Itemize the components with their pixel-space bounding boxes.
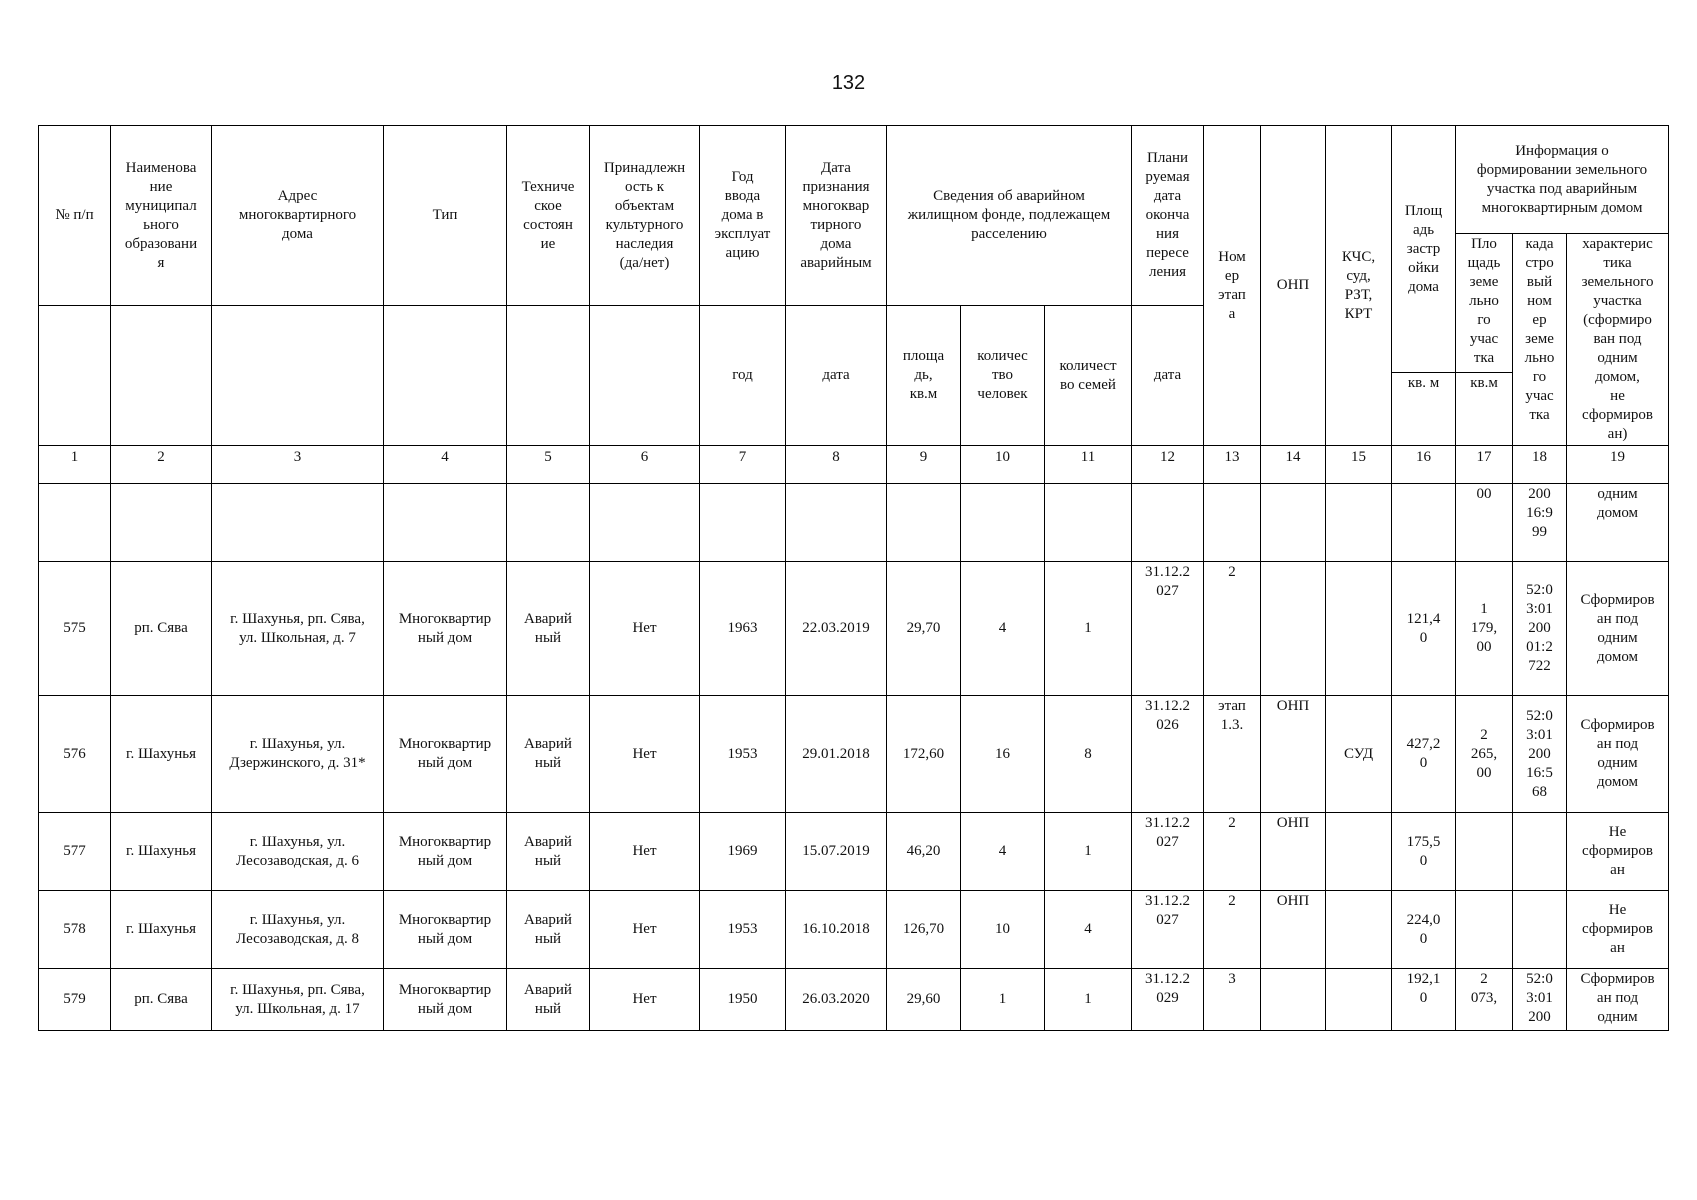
table-cell: ОНП — [1261, 891, 1326, 969]
table-cell: 1 179, 00 — [1456, 562, 1513, 696]
table-cell: г. Шахунья, рп. Сява, ул. Школьная, д. 7 — [212, 562, 384, 696]
table-cell: 52:0 3:01 200 — [1513, 969, 1567, 1031]
unit-cell-end-date: дата — [1132, 306, 1204, 446]
table-cell: ОНП — [1261, 696, 1326, 813]
table-cell: 2 073, — [1456, 969, 1513, 1031]
table-cell: Аварий ный — [507, 696, 590, 813]
table-cell: 1 — [1045, 562, 1132, 696]
table-header — [39, 126, 1669, 446]
table-cell: г. Шахунья — [111, 813, 212, 891]
table-cell — [212, 484, 384, 562]
header-cell-blank-2 — [111, 306, 212, 446]
table-cell: Аварий ный — [507, 969, 590, 1031]
table-cell: г. Шахунья, ул. Лесозаводская, д. 8 — [212, 891, 384, 969]
header-cell-blank-1 — [39, 306, 111, 446]
table-cell: 31.12.2 027 — [1132, 813, 1204, 891]
table-row — [39, 969, 1669, 1031]
table-cell — [1326, 484, 1392, 562]
table-cell — [1326, 562, 1392, 696]
header-group-land-plot: Информация о формировании земельного участка под аварийным многоквартирным домом — [1456, 126, 1669, 234]
table-cell: 31.12.2 027 — [1132, 562, 1204, 696]
table-cell: г. Шахунья — [111, 891, 212, 969]
header-cell-building-area: Площ адь застр ойки дома — [1392, 126, 1456, 373]
table-cell: 1 — [1045, 813, 1132, 891]
header-cell-planned-end-date: Плани руемая дата оконча ния пересе ления — [1132, 126, 1204, 306]
header-cell-blank-6 — [590, 306, 700, 446]
table-cell: 1953 — [700, 696, 786, 813]
table-row — [39, 696, 1669, 813]
unit-cell-plot-area: кв.м — [1456, 373, 1513, 446]
table-cell: 121,4 0 — [1392, 562, 1456, 696]
column-number: 7 — [700, 446, 786, 484]
table-cell — [700, 484, 786, 562]
column-number: 15 — [1326, 446, 1392, 484]
header-cell-stage-number: Ном ер этап а — [1204, 126, 1261, 446]
table-cell: Аварий ный — [507, 813, 590, 891]
table-cell — [1204, 484, 1261, 562]
header-cell-plot-area: Пло щадь земе льно го учас тка — [1456, 234, 1513, 373]
header-cell-cadastral-number: када стро вый ном ер земе льно го учас тка — [1513, 234, 1567, 446]
table-row — [39, 562, 1669, 696]
unit-cell-area: площа дь, кв.м — [887, 306, 961, 446]
table-cell — [39, 484, 111, 562]
table-cell — [1456, 891, 1513, 969]
header-cell-blank-4 — [384, 306, 507, 446]
table-cell: 1 — [1045, 969, 1132, 1031]
unit-cell-building-area: кв. м — [1392, 373, 1456, 446]
table-cell: 52:0 3:01 200 16:5 68 — [1513, 696, 1567, 813]
table-cell: Многоквартир ный дом — [384, 696, 507, 813]
table-cell: 2 — [1204, 891, 1261, 969]
table-cell — [961, 484, 1045, 562]
table-cell — [786, 484, 887, 562]
table-cell: 4 — [961, 562, 1045, 696]
table-cell — [1326, 813, 1392, 891]
table-cell: рп. Сява — [111, 562, 212, 696]
table-cell: рп. Сява — [111, 969, 212, 1031]
emergency-housing-table — [38, 125, 1669, 1031]
column-number-row — [39, 446, 1669, 484]
table-cell — [1513, 891, 1567, 969]
table-cell: 172,60 — [887, 696, 961, 813]
table-cell: г. Шахунья, рп. Сява, ул. Школьная, д. 17 — [212, 969, 384, 1031]
header-cell-address: Адрес многоквартирного дома — [212, 126, 384, 306]
table-cell: 427,2 0 — [1392, 696, 1456, 813]
table-cell: 15.07.2019 — [786, 813, 887, 891]
table-cell: Нет — [590, 813, 700, 891]
table-cell: Многоквартир ный дом — [384, 891, 507, 969]
table-cell: Не сформиров ан — [1567, 813, 1669, 891]
header-cell-blank-3 — [212, 306, 384, 446]
table-cell — [1456, 813, 1513, 891]
column-number: 9 — [887, 446, 961, 484]
table-cell: 16.10.2018 — [786, 891, 887, 969]
table-cell: 26.03.2020 — [786, 969, 887, 1031]
header-group-emergency-fund: Сведения об аварийном жилищном фонде, подлежащем расселению — [887, 126, 1132, 306]
table-cell: 1 — [961, 969, 1045, 1031]
table-cell: 575 — [39, 562, 111, 696]
table-cell: 10 — [961, 891, 1045, 969]
table-cell: 2 265, 00 — [1456, 696, 1513, 813]
table-cell: 29,60 — [887, 969, 961, 1031]
table-cell: 1969 — [700, 813, 786, 891]
table-cell: 46,20 — [887, 813, 961, 891]
table-cell: 31.12.2 026 — [1132, 696, 1204, 813]
header-cell-number: № п/п — [39, 126, 111, 306]
column-number: 14 — [1261, 446, 1326, 484]
table-cell: 00 — [1456, 484, 1513, 562]
table-cell: 4 — [961, 813, 1045, 891]
table-cell: 224,0 0 — [1392, 891, 1456, 969]
column-number: 2 — [111, 446, 212, 484]
continuation-row — [39, 484, 1669, 562]
table-cell: Многоквартир ный дом — [384, 562, 507, 696]
header-cell-kchs: КЧС, суд, РЗТ, КРТ — [1326, 126, 1392, 446]
table-cell: Сформиров ан под одним домом — [1567, 562, 1669, 696]
header-cell-type: Тип — [384, 126, 507, 306]
table-cell: ОНП — [1261, 813, 1326, 891]
table-cell: одним домом — [1567, 484, 1669, 562]
table-cell: 31.12.2 029 — [1132, 969, 1204, 1031]
table-row — [39, 891, 1669, 969]
table-cell: 2 — [1204, 813, 1261, 891]
table-cell: Нет — [590, 562, 700, 696]
table-cell: 3 — [1204, 969, 1261, 1031]
table-cell: СУД — [1326, 696, 1392, 813]
table-cell: 577 — [39, 813, 111, 891]
table-cell: г. Шахунья — [111, 696, 212, 813]
table-cell: 578 — [39, 891, 111, 969]
table-cell — [1326, 891, 1392, 969]
header-cell-municipality: Наименова ние муниципал ьного образовани я — [111, 126, 212, 306]
column-number: 12 — [1132, 446, 1204, 484]
table-row — [39, 813, 1669, 891]
header-cell-emergency-date: Дата признания многоквар тирного дома аварийным — [786, 126, 887, 306]
header-cell-onp: ОНП — [1261, 126, 1326, 446]
table-cell: 1950 — [700, 969, 786, 1031]
table-cell — [1261, 562, 1326, 696]
table-cell: 4 — [1045, 891, 1132, 969]
table-cell — [1132, 484, 1204, 562]
table-cell: Сформиров ан под одним домом — [1567, 696, 1669, 813]
table-cell: 200 16:9 99 — [1513, 484, 1567, 562]
table-cell — [1045, 484, 1132, 562]
table-cell — [507, 484, 590, 562]
column-number: 13 — [1204, 446, 1261, 484]
table-cell: Многоквартир ный дом — [384, 969, 507, 1031]
table-cell: 1963 — [700, 562, 786, 696]
table-cell: 8 — [1045, 696, 1132, 813]
unit-cell-year: год — [700, 306, 786, 446]
table-cell: 52:0 3:01 200 01:2 722 — [1513, 562, 1567, 696]
table-cell: 576 — [39, 696, 111, 813]
page-number: 132 — [831, 72, 866, 94]
column-number: 19 — [1567, 446, 1669, 484]
table-cell — [1261, 969, 1326, 1031]
table-cell — [1513, 813, 1567, 891]
column-number: 4 — [384, 446, 507, 484]
column-number: 16 — [1392, 446, 1456, 484]
table-cell: Не сформиров ан — [1567, 891, 1669, 969]
unit-cell-family-count: количест во семей — [1045, 306, 1132, 446]
table-cell: 175,5 0 — [1392, 813, 1456, 891]
unit-cell-people-count: количес тво человек — [961, 306, 1045, 446]
header-cell-blank-5 — [507, 306, 590, 446]
table-cell: 31.12.2 027 — [1132, 891, 1204, 969]
table-cell: Аварий ный — [507, 891, 590, 969]
unit-cell-date: дата — [786, 306, 887, 446]
table-cell: 579 — [39, 969, 111, 1031]
table-cell: г. Шахунья, ул. Лесозаводская, д. 6 — [212, 813, 384, 891]
table-cell — [590, 484, 700, 562]
header-cell-plot-characteristic: характерис тика земельного участка (сформиро ван под одним домом, не сформиров ан) — [1567, 234, 1669, 446]
table-cell: Сформиров ан под одним — [1567, 969, 1669, 1031]
column-number: 5 — [507, 446, 590, 484]
table-cell: Нет — [590, 891, 700, 969]
table-cell: Аварий ный — [507, 562, 590, 696]
table-cell: 16 — [961, 696, 1045, 813]
column-number: 17 — [1456, 446, 1513, 484]
table-cell — [887, 484, 961, 562]
column-number: 8 — [786, 446, 887, 484]
table-cell: 29,70 — [887, 562, 961, 696]
table-cell: 126,70 — [887, 891, 961, 969]
table-cell — [384, 484, 507, 562]
column-number: 6 — [590, 446, 700, 484]
table-cell: г. Шахунья, ул. Дзержинского, д. 31* — [212, 696, 384, 813]
header-cell-technical-state: Техниче ское состоян ие — [507, 126, 590, 306]
table-cell: Нет — [590, 969, 700, 1031]
table-cell: 22.03.2019 — [786, 562, 887, 696]
header-cell-cultural-heritage: Принадлежн ость к объектам культурного наследия (да/нет) — [590, 126, 700, 306]
header-cell-commission-year: Год ввода дома в эксплуат ацию — [700, 126, 786, 306]
column-number: 3 — [212, 446, 384, 484]
table-cell: Нет — [590, 696, 700, 813]
column-number: 11 — [1045, 446, 1132, 484]
table-cell: Многоквартир ный дом — [384, 813, 507, 891]
table-cell: 192,1 0 — [1392, 969, 1456, 1031]
table-cell: 2 — [1204, 562, 1261, 696]
table-cell — [111, 484, 212, 562]
column-number: 1 — [39, 446, 111, 484]
table-cell — [1261, 484, 1326, 562]
table-cell: 29.01.2018 — [786, 696, 887, 813]
table-body — [39, 484, 1669, 1031]
table-cell: этап 1.3. — [1204, 696, 1261, 813]
table-cell — [1326, 969, 1392, 1031]
table-cell: 1953 — [700, 891, 786, 969]
column-number: 18 — [1513, 446, 1567, 484]
column-number: 10 — [961, 446, 1045, 484]
table-cell — [1392, 484, 1456, 562]
